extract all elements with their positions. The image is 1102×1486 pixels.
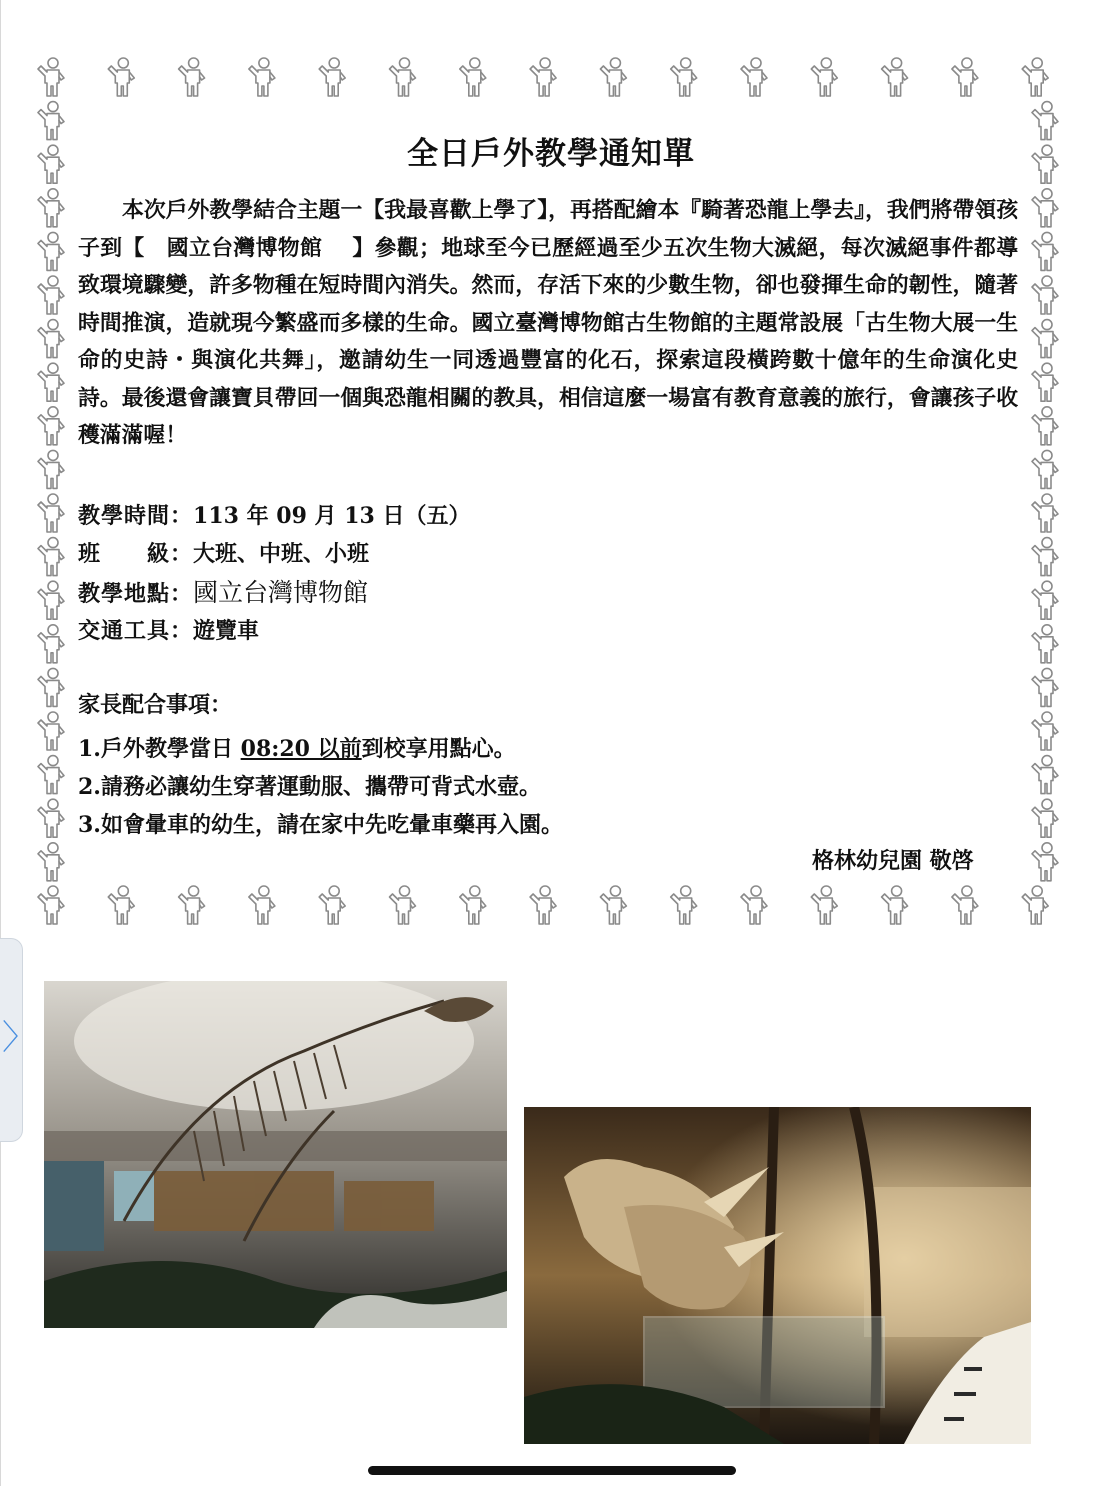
signature: 格林幼兒園 敬啓	[812, 848, 974, 874]
child-figure-icon	[1032, 320, 1058, 358]
child-figure-icon	[1032, 625, 1058, 663]
child-figure-icon	[249, 58, 275, 96]
child-figure-icon	[249, 886, 275, 924]
child-figure-icon	[108, 886, 134, 924]
child-figure-icon	[811, 886, 837, 924]
info-class-value: 大班、中班、小班	[193, 541, 370, 567]
child-figure-icon	[319, 886, 345, 924]
notice-body: 本次戶外教學結合主題一【我最喜歡上學了】，再搭配繪本『騎著恐龍上學去』，我們將帶領孩子到【 國立台灣博物館 】參觀；地球至今已歷經過至少五次生物大滅絕，每次滅絕事件都導致環境驟變，許多物種在短時間內消失。然而，存活下來的少數生物，卻也發揮生命的韌性，隨著時間推演，造就現今繁盛而多樣的生命。國立臺灣博物館古生物館的主題常設展「古生物大展一生命的史詩・與演化共舞」，邀請幼生一同透過豐富的化石，探索這段橫跨數十億年的生命演化史詩。最後還會讓寶貝帶回一個與恐龍相關的教具，相信這麼一場富有教育意義的旅行，會讓孩子收穫滿滿喔！	[78, 198, 1018, 448]
parents-item-2: 2.請務必讓幼生穿著運動服、攜帶可背式水壺。	[78, 774, 541, 800]
child-figure-icon	[1022, 58, 1048, 96]
parents-item-1-time: 08:20 以前	[240, 736, 362, 762]
info-location-value: 國立台灣博物館	[193, 578, 369, 607]
child-figure-icon	[1032, 232, 1058, 270]
child-figure-icon	[390, 58, 416, 96]
child-figure-icon	[1032, 756, 1058, 794]
home-indicator[interactable]	[368, 1466, 736, 1475]
child-figure-icon	[530, 886, 556, 924]
child-figure-icon	[1032, 407, 1058, 445]
border-icon-row-bottom	[38, 886, 1048, 924]
info-transport-value: 遊覽車	[193, 618, 260, 644]
page-edge	[0, 0, 1, 1486]
child-figure-icon	[1032, 494, 1058, 532]
info-transport	[78, 612, 259, 650]
child-figure-icon	[179, 58, 205, 96]
child-figure-icon	[600, 58, 626, 96]
parents-item-1-prefix: 1.戶外教學當日	[78, 736, 241, 762]
child-figure-icon	[460, 886, 486, 924]
child-figure-icon	[600, 886, 626, 924]
child-figure-icon	[1032, 843, 1058, 881]
child-figure-icon	[1032, 799, 1058, 837]
child-figure-icon	[38, 494, 64, 532]
parents-item-1-suffix: 到校享用點心。	[361, 736, 516, 762]
child-figure-icon	[671, 886, 697, 924]
side-panel-tab[interactable]	[0, 938, 36, 1142]
border-icon-row-top	[38, 58, 1048, 96]
info-location-label: 教學地點：	[78, 581, 194, 607]
child-figure-icon	[1022, 886, 1048, 924]
child-figure-icon	[741, 886, 767, 924]
parents-item-1	[78, 732, 516, 763]
info-time	[78, 497, 470, 535]
child-figure-icon	[1032, 276, 1058, 314]
child-figure-icon	[671, 58, 697, 96]
child-figure-icon	[952, 58, 978, 96]
child-figure-icon	[38, 58, 64, 96]
chevron-right-icon: 〉	[2, 1018, 36, 1058]
info-class-label: 班 級：	[78, 541, 194, 567]
child-figure-icon	[38, 668, 64, 706]
child-figure-icon	[882, 58, 908, 96]
border-icon-column-left	[38, 102, 64, 881]
child-figure-icon	[38, 581, 64, 619]
child-figure-icon	[1032, 538, 1058, 576]
child-figure-icon	[1032, 668, 1058, 706]
child-figure-icon	[1032, 189, 1058, 227]
child-figure-icon	[38, 886, 64, 924]
info-class	[78, 535, 369, 573]
child-figure-icon	[741, 58, 767, 96]
info-location	[78, 574, 368, 613]
child-figure-icon	[811, 58, 837, 96]
parents-item-3: 3.如會暈車的幼生，請在家中先吃暈車藥再入園。	[78, 812, 563, 838]
child-figure-icon	[1032, 363, 1058, 401]
parents-heading: 家長配合事項：	[78, 692, 233, 718]
child-figure-icon	[882, 886, 908, 924]
child-figure-icon	[38, 189, 64, 227]
photo-triceratops	[524, 1107, 1031, 1444]
child-figure-icon	[38, 363, 64, 401]
child-figure-icon	[179, 886, 205, 924]
child-figure-icon	[38, 538, 64, 576]
child-figure-icon	[38, 625, 64, 663]
child-figure-icon	[38, 843, 64, 881]
child-figure-icon	[460, 58, 486, 96]
child-figure-icon	[38, 799, 64, 837]
child-figure-icon	[38, 712, 64, 750]
child-figure-icon	[530, 58, 556, 96]
border-icon-column-right	[1032, 102, 1058, 881]
child-figure-icon	[38, 320, 64, 358]
child-figure-icon	[952, 886, 978, 924]
child-figure-icon	[38, 756, 64, 794]
child-figure-icon	[38, 232, 64, 270]
info-time-label: 教學時間：	[78, 503, 194, 529]
child-figure-icon	[38, 276, 64, 314]
child-figure-icon	[108, 58, 134, 96]
child-figure-icon	[319, 58, 345, 96]
child-figure-icon	[1032, 450, 1058, 488]
notice-title: 全日戶外教學通知單	[407, 136, 695, 172]
info-transport-label: 交通工具：	[78, 618, 194, 644]
child-figure-icon	[38, 450, 64, 488]
child-figure-icon	[38, 407, 64, 445]
child-figure-icon	[1032, 581, 1058, 619]
child-figure-icon	[390, 886, 416, 924]
child-figure-icon	[1032, 712, 1058, 750]
info-time-value: 113 年 09 月 13 日（五）	[193, 503, 471, 529]
photo-dinosaur-hall	[44, 981, 507, 1328]
